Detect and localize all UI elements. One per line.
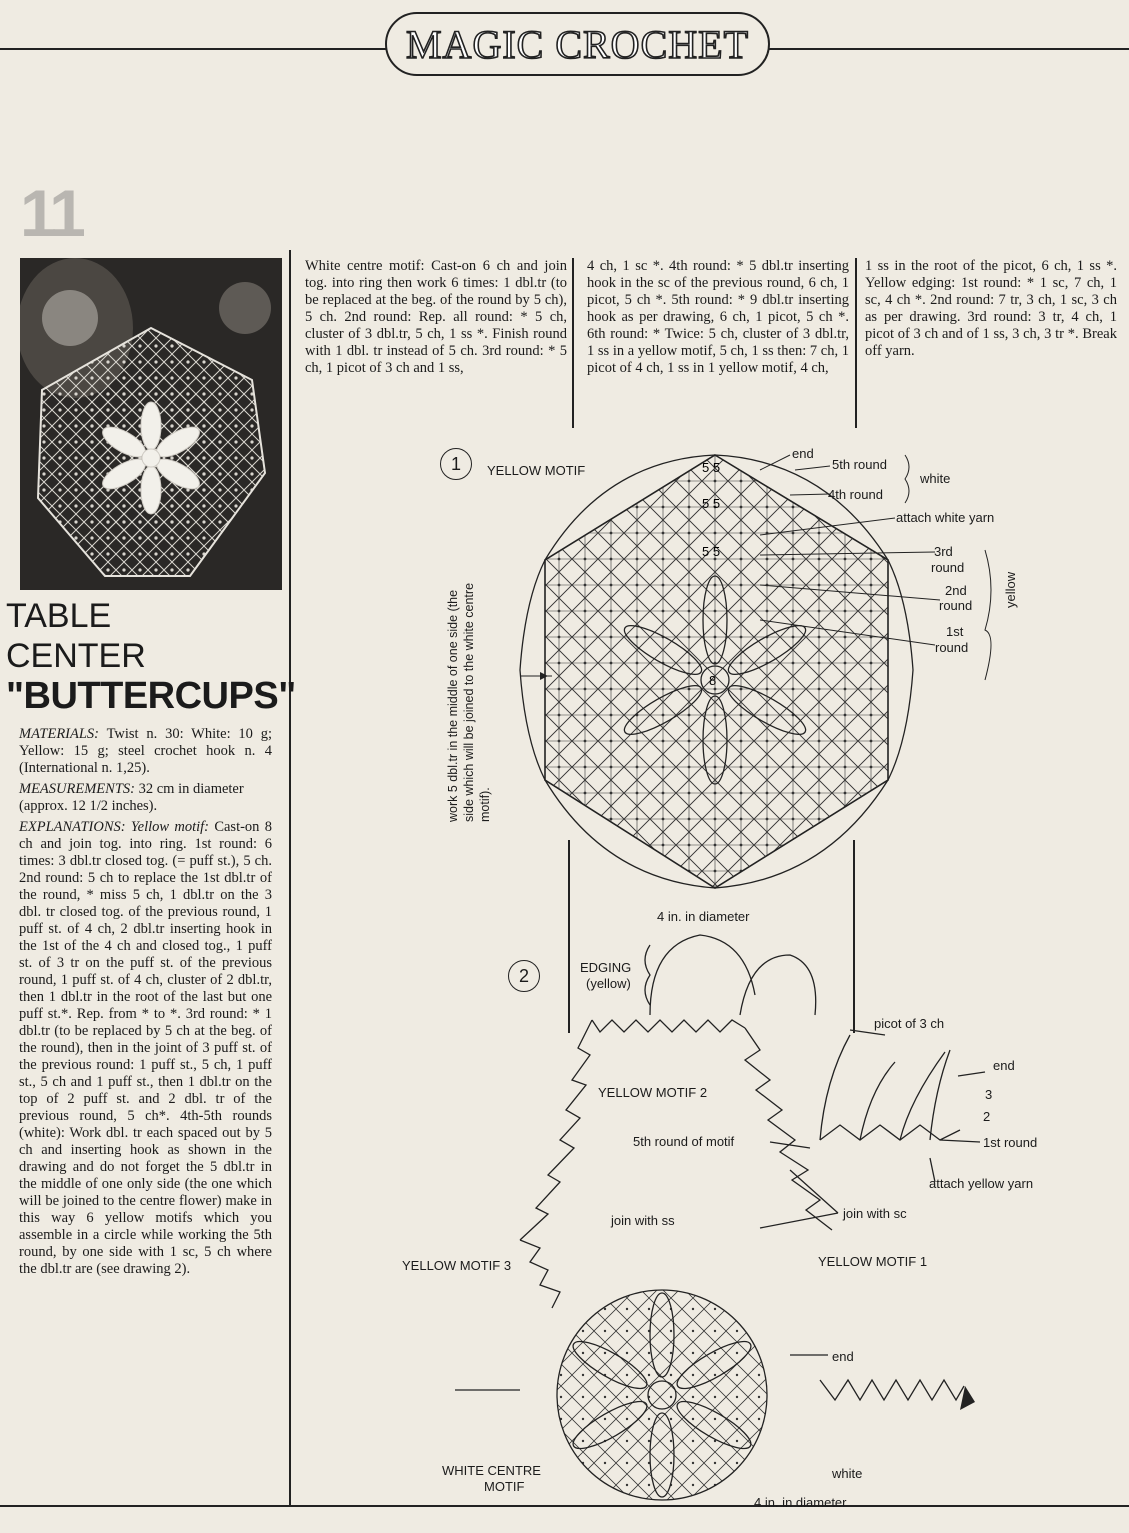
d2-diameter: 4 in. in diameter — [754, 1495, 847, 1510]
svg-text:5 5: 5 5 — [702, 544, 721, 559]
diagram1-number: 1 — [440, 448, 472, 480]
materials-label: MATERIALS: — [19, 726, 100, 742]
diagram2-number: 2 — [508, 960, 540, 992]
d2-edging-sub: (yellow) — [586, 976, 631, 991]
d2-motif3: YELLOW MOTIF 3 — [402, 1258, 512, 1273]
d2-white: white — [832, 1466, 863, 1481]
d2-join-ss: join with ss — [611, 1213, 675, 1228]
d2-motif1: YELLOW MOTIF 1 — [818, 1254, 928, 1269]
title-line-2: CENTER — [6, 637, 146, 675]
d2-picot: picot of 3 ch — [874, 1016, 945, 1031]
d2-r2: 2 — [983, 1109, 991, 1124]
d2-join-sc: join with sc — [843, 1206, 907, 1221]
d1-round1a: 1st — [946, 624, 964, 639]
title-line-1: TABLE — [6, 597, 112, 635]
svg-text:8: 8 — [709, 673, 717, 688]
col1-text: White centre motif: Cast-on 6 ch and join tog. into ring then work 6 times: 1 dbl.tr (to be replaced at the beg. of the round by 5 ch), 5 ch. 2nd round: Rep. all round: * 5 ch, cluster of 3 dbl.tr, 5 ch, 1 ss *. Finish round with 1 dbl. tr instead of 5 ch. 3rd round: * 5 ch, 1 picot of 3 ch and 1 ss, — [305, 258, 567, 376]
measurements-approx: (approx. 12 1/2 inches). — [19, 798, 158, 814]
d1-end-label: end — [792, 446, 814, 461]
d1-diameter: 4 in. in diameter — [657, 909, 750, 924]
d2-white-centre: WHITE CENTRE — [442, 1463, 541, 1478]
d2-r3: 3 — [985, 1087, 993, 1102]
d2-end-top: end — [993, 1058, 1015, 1073]
explanations-text: Cast-on 8 ch and join tog. into ring. 1st round: 6 times: 3 dbl.tr closed tog. (= puff st.), 5 ch. 2nd round: 5 ch to replace the 1st dbl.tr of the round, * miss 5 ch, 1 dbl.tr on the 3 dbl. tr closed tog. of the previous round, 1 puff st. of 4 ch, 2 dbl.tr inserting hook in the 1st of the 4 ch and closed tog., 1 puff st. of 3 tr on the puff st. of the previous round, 1 puff st. of 4 ch, cluster of 2 dbl.tr, then 1 dbl.tr in the root of the last but one puff st.*. Rep. from * to *. 3rd round: * 1 dbl.tr (to be replaced by 5 ch at the beg. of the round), then in the joint of 3 puff st. of the previous round: 1 puff st., 5 ch, 1 puff st., 5 ch and 1 puff st., then 1 dbl.tr on the top of 2 puff st. and 2 dbl. tr of the previous round, 5 ch*. 4th-5th rounds (white): Work dbl. tr each spaced out by 5 ch and inserting hook as shown in the drawing and do not forget the 5 dbl.tr in the middle of one only side (the one which will be joined to the centre flower) make in this way 6 yellow motifs which you assemble in a circle while working the 5th round, by one side with 1 sc, 5 ch where the dbl.tr are (see drawing 2). — [19, 819, 272, 1277]
d1-round1b: round — [935, 640, 969, 655]
magazine-title: MAGIC CROCHET — [385, 12, 770, 76]
d2-attach-yellow: attach yellow yarn — [929, 1176, 1034, 1191]
d1-round2b: round — [939, 598, 973, 613]
d1-white-label: white — [920, 471, 951, 486]
d1-round3a: 3rd — [934, 544, 953, 559]
col3-text: 1 ss in the root of the picot, 6 ch, 1 ss *. Yellow edging: 1st round: * 1 sc, 7 ch, 1 sc, 4 ch *. 2nd round: 7 tr, 3 ch, 1 sc, 3 ch as per drawing. 3rd round: 3 tr, 4 ch, 1 picot of 3 ch and of 1 ss, 3 ch, 3 tr *. Break off yarn. — [865, 258, 1117, 359]
d2-motif2: YELLOW MOTIF 2 — [598, 1085, 708, 1100]
d1-attach-white-label: attach white yarn — [896, 510, 995, 525]
d1-round2a: 2nd — [945, 583, 967, 598]
materials-text: Twist n. 30: White: 10 g; Yellow: 15 g; steel crochet hook n. 4 (International n. 1,25). — [19, 726, 272, 776]
issue-number: 11 — [20, 176, 82, 250]
title-line-3: "BUTTERCUPS" — [6, 675, 296, 717]
diagram1-title: YELLOW MOTIF — [487, 463, 586, 478]
explanations-label: EXPLANATIONS: Yellow motif: — [19, 819, 210, 835]
svg-text:5 5: 5 5 — [702, 460, 721, 475]
svg-text:5 5: 5 5 — [702, 496, 721, 511]
d1-round5-label: 5th round — [832, 457, 887, 472]
measurements-label: MEASUREMENTS: — [19, 781, 135, 797]
col2-text: 4 ch, 1 sc *. 4th round: * 5 dbl.tr inserting hook in the sc of the previous round, 6 ch, 1 picot, 5 ch *. 5th round: * 9 dbl.tr inserting hook as per drawing, 6 ch, 1 picot, 5 ch *. 6th round: * Twice: 5 ch, cluster of 3 dbl.tr, 1 ss in a yellow motif, 5 ch, 1 ss then: 7 ch, 1 picot of 4 ch, 1 ss in 1 yellow motif, 4 ch, — [587, 258, 849, 376]
measurements-text: 32 cm in diameter — [138, 781, 244, 797]
d2-round5-motif: 5th round of motif — [633, 1134, 735, 1149]
d1-yellow-label: yellow — [1003, 571, 1018, 608]
d2-white-centre-2: MOTIF — [484, 1479, 525, 1494]
d2-end-bottom: end — [832, 1349, 854, 1364]
d1-side-note: work 5 dbl.tr in the middle of one side (the side which will be joined to the white centre motif). — [446, 582, 492, 822]
d1-round3b: round — [931, 560, 965, 575]
d1-round4-label: 4th round — [828, 487, 883, 502]
d2-r1: 1st round — [983, 1135, 1038, 1150]
d2-edging: EDGING — [580, 960, 632, 975]
